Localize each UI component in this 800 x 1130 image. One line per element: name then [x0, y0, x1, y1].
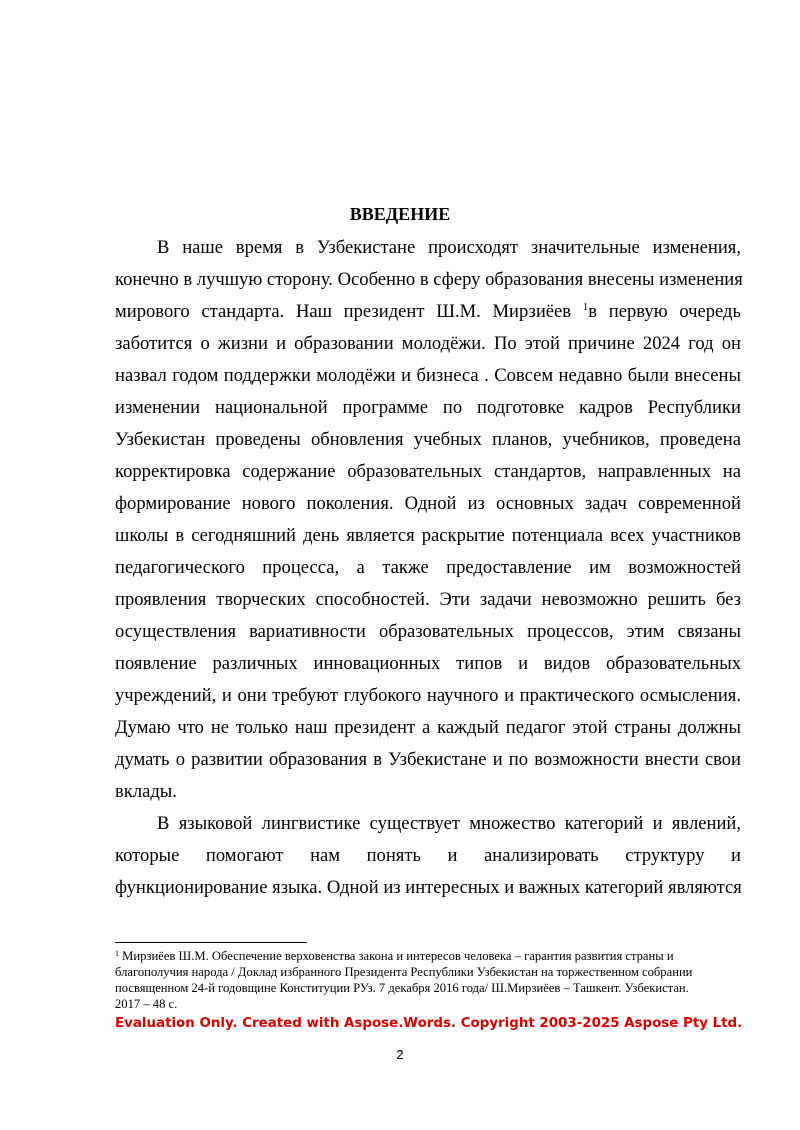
footnote-line: 2017 – 48 с.: [115, 997, 178, 1011]
page-number: 2: [396, 1047, 404, 1062]
paragraph-1-line-text-after-ref: в первую очередь: [588, 301, 741, 322]
paragraph-1-line: корректировка содержание образовательных стандартов, направленных на: [115, 461, 741, 482]
body-text: [115, 232, 741, 904]
paragraph-1-line: Узбекистан проведены обновления учебных планов, учебников, проведена: [115, 429, 741, 450]
paragraph-1-line: формирование нового поколения. Одной из основных задач современной: [115, 493, 741, 514]
footnote: [115, 948, 743, 1012]
paragraph-2-line: В языковой лингвистике существует множество категорий и явлений,: [157, 813, 741, 834]
paragraph-1-line: конечно в лучшую сторону. Особенно в сферу образования внесены изменения: [115, 269, 743, 290]
footnote-separator: [115, 942, 307, 943]
paragraph-2-line: функционирование языка. Одной из интересных и важных категорий являются: [115, 877, 742, 898]
paragraph-1-line: проявления творческих способностей. Эти задачи невозможно решить без: [115, 589, 741, 610]
paragraph-1-last-line: вклады.: [115, 781, 177, 802]
paragraph-1-line: Думаю что не только наш президент а каждый педагог этой страны должны: [115, 717, 741, 738]
evaluation-watermark: Evaluation Only. Created with Aspose.Words. Copyright 2003-2025 Aspose Pty Ltd.: [115, 1016, 743, 1031]
paragraph-1-line: осуществления вариативности образовательных процессов, этим связаны: [115, 621, 741, 642]
paragraph-1-line: школы в сегодняшний день является раскрытие потенциала всех участников: [115, 525, 741, 546]
footnote-line: посвященном 24-й годовщине Конституции РУз. 7 декабря 2016 года/ Ш.Мирзиёев – Ташкент. Узбекистан.: [115, 981, 689, 995]
section-heading: ВВЕДЕНИЕ: [349, 204, 451, 224]
footnote-line: благополучия народа / Доклад избранного Президента Республики Узбекистан на торжественном собрании: [115, 965, 693, 979]
paragraph-1-line: учреждений, и они требуют глубокого научного и практического осмысления.: [115, 685, 741, 706]
paragraph-2-line: которые помогают нам понять и анализировать структуру и: [115, 845, 741, 866]
footnote-line: [115, 948, 743, 964]
paragraph-1-line: педагогического процесса, а также предоставление им возможностей: [115, 557, 741, 578]
paragraph-1-line: В наше время в Узбекистане происходят значительные изменения,: [157, 237, 741, 258]
footnote-reference[interactable]: 1: [582, 301, 589, 313]
paragraph-1-line-with-footnote: [115, 296, 741, 328]
footnote-line-text: Мирзиёев Ш.М. Обеспечение верховенства закона и интересов человека – гарантия развития страны и: [119, 949, 674, 963]
paragraph-1-line-text: мирового стандарта. Наш президент Ш.М. Мирзиёев: [115, 301, 583, 322]
footnote-number: 1: [115, 949, 119, 958]
paragraph-1-line: появление различных инновационных типов и видов образовательных: [115, 653, 741, 674]
paragraph-1-line: заботится о жизни и образовании молодёжи. По этой причине 2024 год он: [115, 333, 741, 354]
paragraph-1-line: назвал годом поддержки молодёжи и бизнеса . Совсем недавно были внесены: [115, 365, 741, 386]
paragraph-1-line: изменении национальной программе по подготовке кадров Республики: [115, 397, 741, 418]
paragraph-1-line: думать о развитии образования в Узбекистане и по возможности внести свои: [115, 749, 741, 770]
